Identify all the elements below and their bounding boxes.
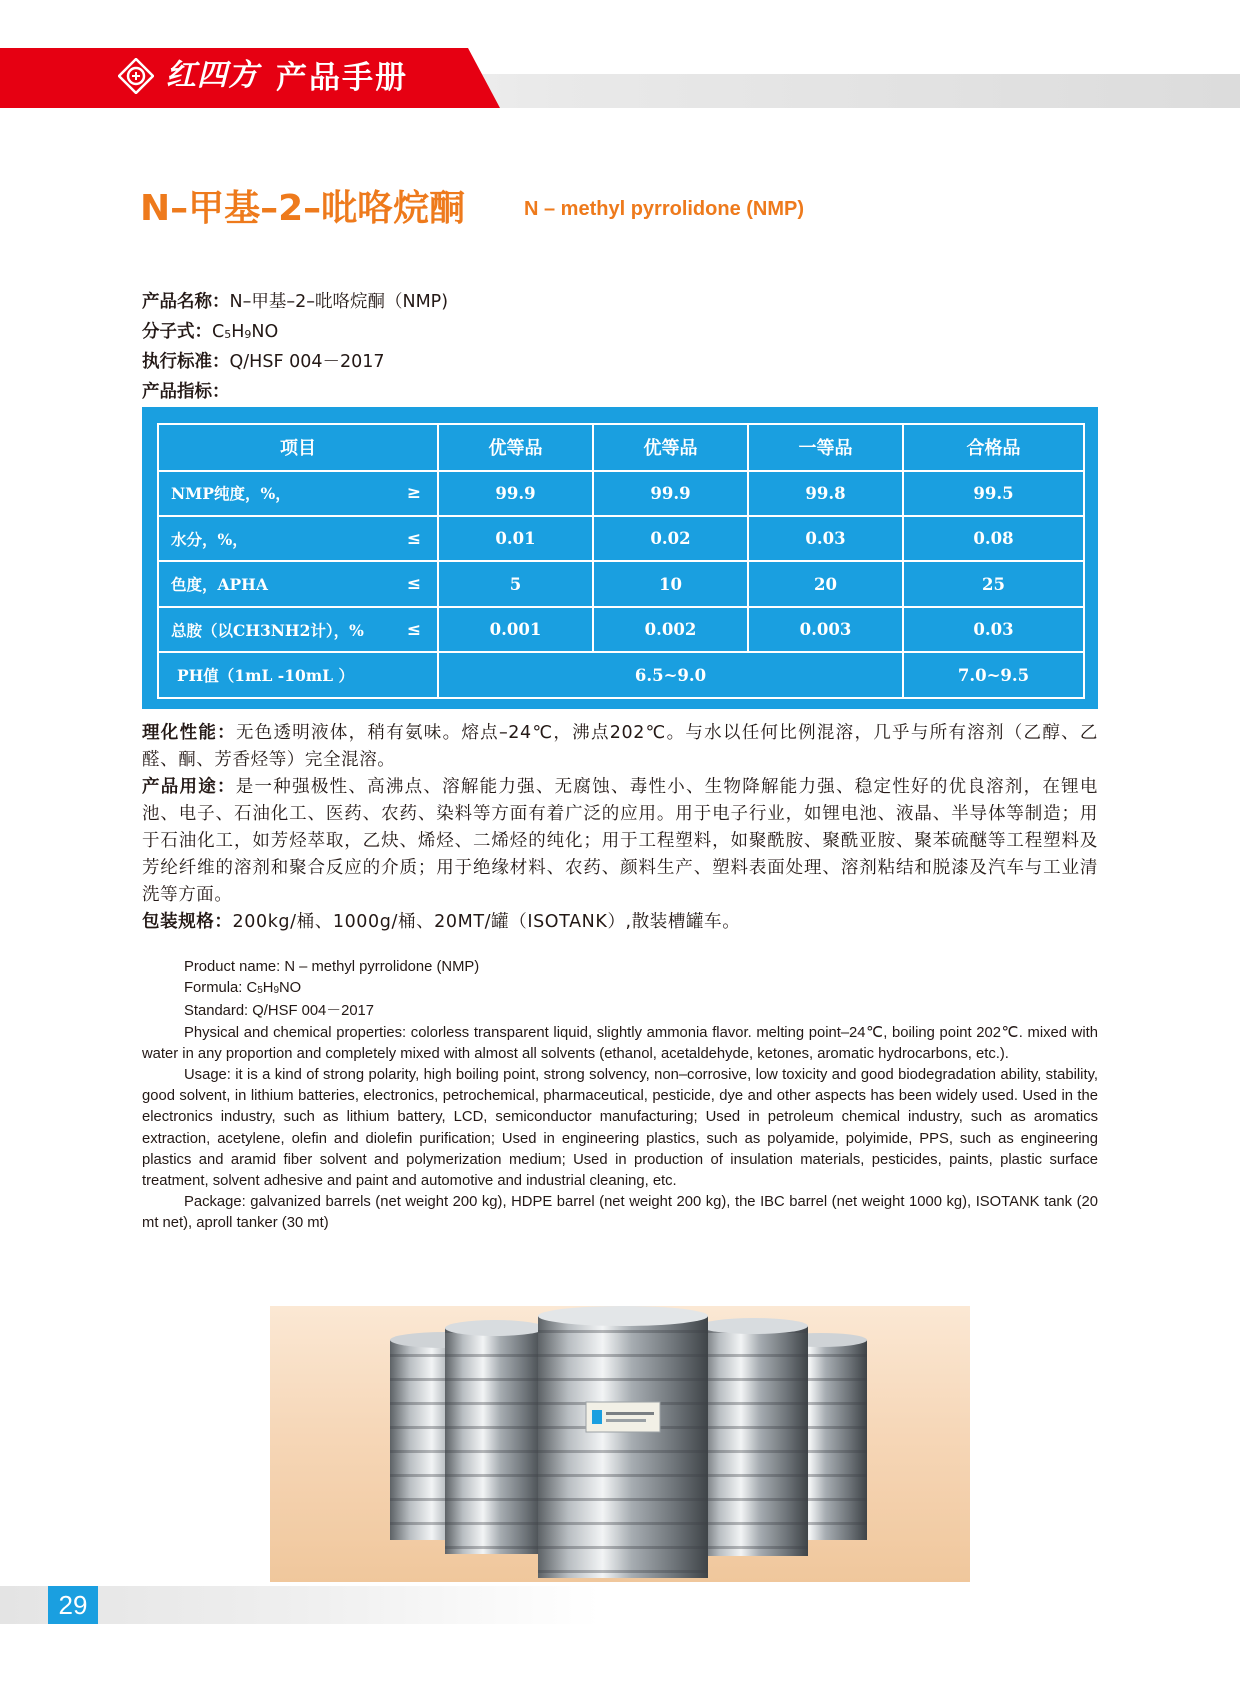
table-cell: 0.03	[748, 516, 903, 561]
table-cell: 25	[903, 561, 1084, 606]
table-row	[158, 516, 1084, 561]
formula-c-sub: 5	[224, 328, 232, 341]
item-label: 水分，%，	[171, 529, 248, 549]
formula-h: H	[231, 322, 245, 342]
formula-h-sub-en: 9	[273, 985, 279, 997]
package-zh	[142, 909, 1098, 936]
spec-table-panel	[142, 407, 1098, 709]
product-photo-drums	[270, 1306, 970, 1582]
item-label: 色度，APHA	[171, 575, 268, 595]
physical-properties-zh	[142, 720, 1098, 774]
table-cell: 5	[438, 561, 593, 606]
table-item-cell	[158, 561, 438, 606]
table-cell: 0.01	[438, 516, 593, 561]
usage-zh	[142, 774, 1098, 909]
physical-properties-en: Physical and chemical properties: colorless transparent liquid, slightly ammonia flavor. melting point–24℃, boiling point 202℃. mixed with water in any proportion and completely mixed with almost all solvents (ethanol, acetaldehyde, ketones, aromatic hydrocarbons, etc.).	[142, 1024, 1098, 1062]
table-item-cell	[158, 516, 438, 561]
item-label: 总胺（以CH3NH2计），%	[171, 620, 364, 640]
table-cell: 0.002	[593, 607, 748, 652]
table-cell: 0.02	[593, 516, 748, 561]
table-cell: 99.9	[438, 471, 593, 516]
table-cell: 10	[593, 561, 748, 606]
table-cell: 99.5	[903, 471, 1084, 516]
table-row-ph	[158, 652, 1084, 698]
table-header-cell: 一等品	[748, 424, 903, 471]
spec-table	[157, 423, 1085, 699]
brochure-title: 产品手册	[276, 60, 408, 96]
usage-text: 是一种强极性、高沸点、溶解能力强、无腐蚀、毒性小、生物降解能力强、稳定性好的优良溶剂，在锂电池、电子、石油化工、医药、农药、染料等方面有着广泛的应用。用于电子行业，如锂电池、液晶、半导体等制造；用于石油化工，如芳烃萃取，乙炔、烯烃、二烯烃的纯化；用于工程塑料，如聚酰胺、聚酰亚胺、聚苯硫醚等工程塑料及芳纶纤维的溶剂和聚合反应的介质；用于绝缘材料、农药、颜料生产、塑料表面处理、溶剂粘结和脱漆及汽车与工业清洗等方面。	[142, 777, 1098, 905]
table-cell: 20	[748, 561, 903, 606]
table-cell: 0.001	[438, 607, 593, 652]
company-logo-icon	[118, 58, 154, 94]
steel-drums-illustration	[270, 1306, 970, 1582]
formula-c-sub-en: 5	[257, 985, 263, 997]
page-number: 29	[48, 1586, 98, 1624]
table-item-cell	[158, 607, 438, 652]
table-cell: 0.08	[903, 516, 1084, 561]
table-cell-merged: 6.5~9.0	[438, 652, 903, 698]
formula-line	[142, 318, 278, 343]
formula-rest: NO	[251, 322, 279, 342]
drum-middle-right	[700, 1318, 808, 1556]
formula-c: C	[212, 322, 225, 342]
formula-rest-en: NO	[279, 980, 302, 997]
product-name-label: 产品名称：	[142, 292, 230, 312]
comparison-operator: ≥	[406, 483, 421, 504]
spec-heading	[142, 378, 230, 403]
spec-label: 产品指标：	[142, 382, 230, 402]
table-header-cell: 项目	[158, 424, 438, 471]
props-label: 理化性能：	[142, 723, 236, 743]
usage-label: 产品用途：	[142, 777, 236, 797]
standard-en: Standard: Q/HSF 004－2017	[184, 1003, 375, 1020]
standard-value: Q/HSF 004－2017	[229, 352, 385, 372]
table-row	[158, 561, 1084, 606]
formula-en	[142, 978, 1098, 1001]
table-row	[158, 471, 1084, 516]
product-title-zh: N–甲基–2–吡咯烷酮	[140, 188, 466, 229]
drum-front	[538, 1306, 708, 1578]
en-description	[142, 957, 1098, 1235]
comparison-operator: ≤	[406, 574, 421, 595]
standard-line	[142, 348, 385, 373]
table-header-cell: 优等品	[593, 424, 748, 471]
product-name-en: Product name: N – methyl pyrrolidone (NMP)	[184, 959, 480, 975]
table-row	[158, 607, 1084, 652]
product-name-value: N–甲基–2–吡咯烷酮（NMP)	[229, 292, 449, 312]
standard-label: 执行标准：	[142, 352, 230, 372]
table-cell: 7.0~9.5	[903, 652, 1084, 698]
table-header-row	[158, 424, 1084, 471]
zh-description	[142, 720, 1098, 936]
table-item-cell	[158, 471, 438, 516]
formula-prefix-en: Formula: C	[184, 980, 258, 997]
package-label: 包装规格：	[142, 912, 233, 932]
package-en: Package: galvanized barrels (net weight 200 kg), HDPE barrel (net weight 200 kg), the IBC barrel (net weight 1000 kg), ISOTANK tank (20 mt net), aproll tanker (30 mt)	[142, 1194, 1098, 1232]
formula-label: 分子式：	[142, 322, 212, 342]
formula-h-sub: 9	[244, 328, 252, 341]
comparison-operator: ≤	[406, 619, 421, 640]
props-text: 无色透明液体，稍有氨味。熔点–24℃，沸点202℃。与水以任何比例混溶，几乎与所有溶剂（乙醇、乙醛、酮、芳香烃等）完全混溶。	[142, 723, 1098, 770]
comparison-operator: ≤	[406, 528, 421, 549]
drum-middle-left	[445, 1320, 545, 1554]
product-name-line	[142, 288, 448, 313]
brand-name: 红四方	[166, 58, 259, 93]
product-title-en: N – methyl pyrrolidone (NMP)	[524, 198, 805, 220]
table-cell: 99.8	[748, 471, 903, 516]
table-cell: 0.003	[748, 607, 903, 652]
item-label: NMP纯度，%，	[171, 484, 291, 504]
table-cell: 99.9	[593, 471, 748, 516]
table-header-cell: 合格品	[903, 424, 1084, 471]
formula-h-en: H	[262, 980, 274, 997]
table-item-cell: PH值（1mL -10mL ）	[158, 652, 438, 698]
package-text: 200kg/桶、1000g/桶、20MT/罐（ISOTANK）,散装槽罐车。	[232, 912, 741, 932]
table-cell: 0.03	[903, 607, 1084, 652]
table-header-cell: 优等品	[438, 424, 593, 471]
usage-en: Usage: it is a kind of strong polarity, high boiling point, strong solvency, non–corrosive, low toxicity and good biodegradation ability, stability, good solvent, in lithium batteries, electronics, petrochemical, pharmaceutical, pesticide, dye and other aspects has been widely used. Used in the electronics industry, such as lithium battery, LCD, semiconductor manufacturing; Used in petroleum chemical industry, such as aromatics extraction, acetylene, olefin and diolefin purification; Used in engineering plastics, such as polyamide, polyimide, PPS, such as engineering plastics and aramid fiber solvent and polymerization medium; Used in production of insulation materials, pesticides, paints, plastic surface treatment, solvent adhesive and paint and automotive and industrial cleaning, etc.	[142, 1067, 1098, 1190]
